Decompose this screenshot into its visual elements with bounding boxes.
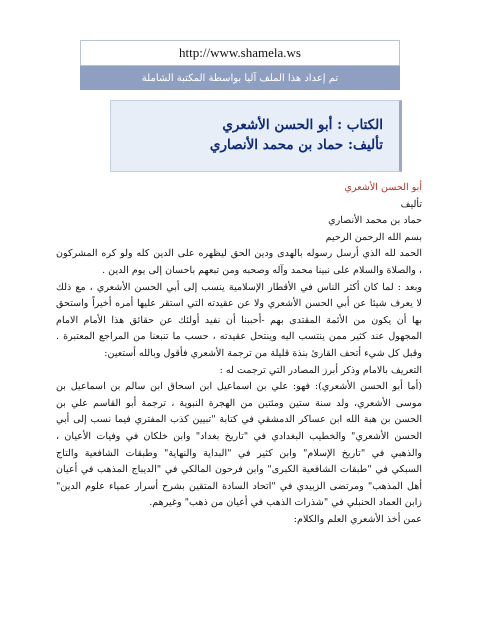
text-line: الحمد لله الذي أرسل رسوله بالهدى ودين الحق ليظهره على الدين كله ولو كره المشركون [56, 248, 422, 260]
text-line: السبكي في "طبقات الشافعية الكبرى" وابن فرحون المالكي في "الديباج المذهب في أعيان [56, 464, 422, 476]
book-name-heading: أبو الحسن الأشعري [344, 182, 422, 193]
text-line: التعريف بالامام وذكر أبرز المصادر التي ترجمت له : [219, 364, 422, 376]
text-line: تأليف [400, 198, 422, 210]
generation-banner: تم إعداد هذا الملف آليا بواسطة المكتبة الشاملة [80, 66, 400, 90]
text-line: موسى الأشعري، ولد سنة ستين ومئتين من الهجرة النبوية ، ترجمة أبو القاسم علي بن [56, 397, 422, 409]
document-body [56, 180, 422, 528]
text-line: عمن أخذ الأشعري العلم والكلام: [293, 513, 422, 525]
text-line: ، والصلاة والسلام على نبينا محمد وآله وصحبه ومن تبعهم باحسان إلى يوم الدين . [102, 264, 422, 276]
text-line: حماد بن محمد الأنصاري [328, 215, 422, 227]
text-line: أهل المذهب" ومرتضى الزبيدي في "اتحاد السادة المتقين بشرح أسرار عمياء علوم الدين" [56, 480, 422, 492]
book-author: تأليف: حماد بن محمد الأنصاري [209, 137, 383, 153]
text-line: زابن العماد الحنبلي في "شذرات الذهب في أعيان من ذهب" وغيرهم. [149, 497, 422, 509]
text-line: الحسن بن هبة الله ابن عساكر الدمشقي في كتابة "تبيين كذب المفتري فيما نسب إلى أبي [56, 414, 422, 426]
text-line: بها أن يكون من الأئمة المقتدى بهم -أحببنا أن نفيد أولئك عن حقائق هذا الأمام الامام [56, 314, 422, 326]
book-title-box [110, 100, 402, 172]
text-line: بسم الله الرحمن الرحيم [325, 231, 422, 243]
book-title: الكتاب : أبو الحسن الأشعري [222, 117, 383, 133]
text-line: المجهول عند كثير ممن ينتسب اليه وينتحل عقيدته ، حسب ما تنبعنا من المراجع المعتبرة . [56, 331, 422, 343]
text-line: (أما أبو الحسن الأشعري): فهو: علي بن اسماعيل ابن اسحاق ابن سالم بن اسماعيل بن [56, 381, 422, 393]
text-line: وبعد : لما كان أكثر الناس في الأقطار الإسلامية ينسب إلى أبي الحسن الأشعري ، مع ذلك [56, 281, 422, 293]
site-url[interactable]: http://www.shamela.ws [80, 40, 400, 66]
text-line: والذهبي في "تاريخ الإسلام" وابن كثير في "البداية والنهاية" وطبقات الشافعية والتاج [56, 447, 422, 459]
text-line: وقبل كل شيء أتحف القارئ بنذة قليلة من ترجمة الأشعري فأقول وبالله أستعين: [104, 347, 422, 359]
text-line: الحسن الأشعري" والخطيب البغدادي في "تاريخ بغداد" وابن خلكان في وفيات الأعيان ، [56, 430, 422, 442]
text-line: لا يعرف شيئا عن أبي الحسن الأشعري ولا عن عقيدته التي استقر عليها أمره أخيراً واستحق [56, 298, 422, 310]
